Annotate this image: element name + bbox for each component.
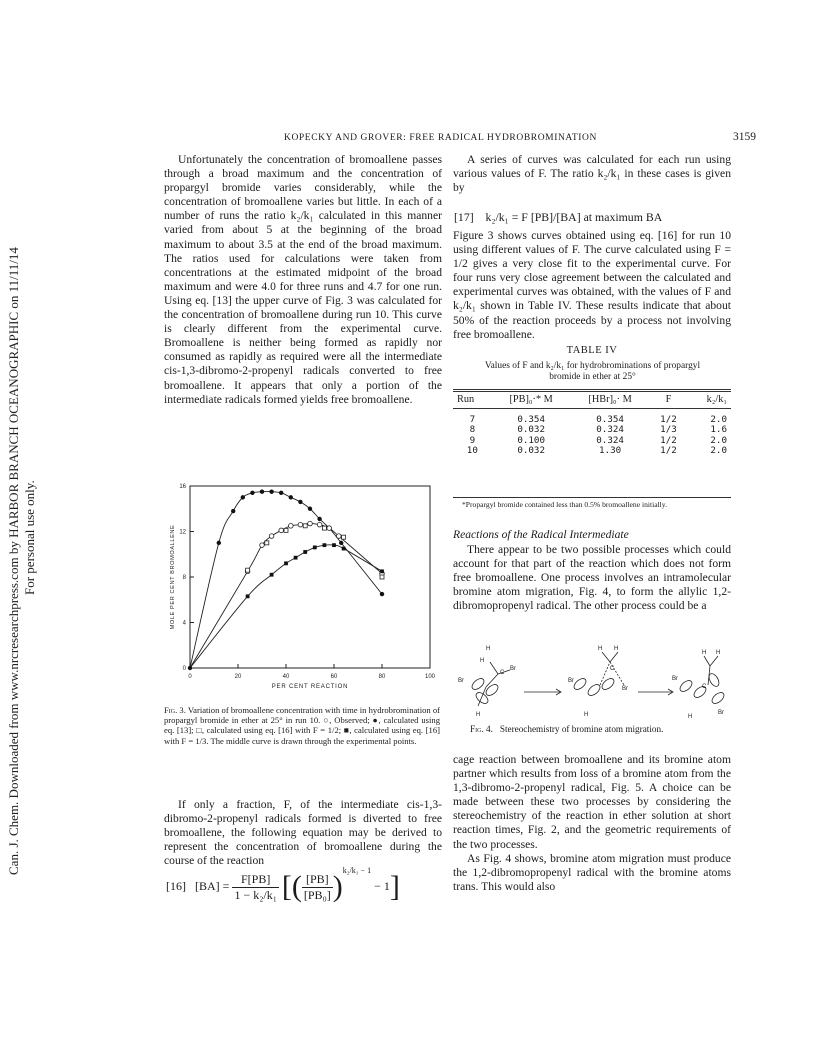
data-point-open-circle (289, 524, 294, 529)
data-point-filled-square (284, 561, 288, 565)
side-download-notice (2, 195, 44, 875)
data-point-filled-square (380, 569, 384, 573)
data-point-filled-circle (241, 495, 245, 499)
bracket-close: ] (389, 870, 400, 903)
equation-16-lhs: [BA] = (195, 878, 230, 893)
left-column (164, 153, 442, 407)
table-cell: 1.6 (710, 424, 727, 435)
table-cell: 9 (469, 434, 476, 446)
equation-16-numerator: F[PB] (232, 872, 278, 888)
atom-label-h: H (584, 712, 589, 718)
table-header-hbr: [HBr]₀· M (571, 393, 650, 409)
equation-16-denominator: 1 − k₂/k₁ (234, 887, 277, 902)
data-point-filled-circle (298, 500, 302, 504)
orbital-lobe (710, 690, 726, 705)
data-point-filled-square (303, 550, 307, 554)
atom-label-h: H (476, 712, 481, 718)
table-cell: 1/2 (660, 434, 677, 446)
data-point-open-circle (317, 522, 322, 527)
data-point-filled-square (342, 547, 346, 551)
atom-label-br: Br (568, 678, 574, 684)
orbital-lobe (484, 682, 500, 697)
equation-16-fraction (232, 872, 278, 903)
y-tick-label: 8 (182, 575, 186, 581)
x-tick-label: 20 (234, 674, 242, 680)
equation-17-body: k₂/k₁ = F [PB]/[BA] at maximum BA (485, 210, 663, 224)
orbital-lobe (572, 676, 588, 691)
data-point-filled-circle (308, 507, 312, 511)
data-point-open-circle (260, 543, 265, 548)
bond (490, 662, 498, 674)
orbital-lobe (474, 690, 490, 705)
data-point-open-circle (308, 521, 313, 526)
table-header-run: Run (453, 393, 492, 409)
figure-3-caption (164, 705, 440, 746)
data-point-filled-circle (339, 541, 343, 545)
atom-label-br: Br (672, 676, 678, 682)
data-point-filled-square (294, 556, 298, 560)
y-tick-label: 16 (179, 484, 186, 490)
data-point-filled-circle (269, 489, 273, 493)
table-4 (453, 393, 731, 457)
atom-label-br: Br (510, 666, 516, 672)
table-cell: 0.324 (596, 424, 624, 435)
atom-label-h: H (480, 658, 485, 664)
table-row (453, 446, 731, 457)
y-axis-label: MOLE PER CENT BROMOALLENE (170, 524, 176, 630)
figure-4-caption-lead: Fig. 4. (470, 724, 493, 734)
data-point-open-circle (269, 534, 274, 539)
right-paragraph-1: A series of curves was calculated for each run using various values of F. The ratio k₂/k₁ in these cases is given by (453, 153, 731, 195)
equation-16-inner-numerator: [PB] (302, 872, 333, 888)
table-cell: 0.354 (596, 413, 624, 425)
running-head: KOPECKY AND GROVER: FREE RADICAL HYDROBROMINATION (284, 133, 597, 143)
data-point-filled-square (313, 546, 317, 550)
x-tick-label: 100 (424, 674, 436, 680)
table-header-ratio: k₂/k₁ (687, 393, 731, 409)
atom-label-h: H (598, 646, 603, 652)
table-cell: 7 (469, 413, 476, 425)
x-tick-label: 40 (282, 674, 290, 680)
data-point-open-square (265, 541, 269, 545)
atom-label-h: H (486, 646, 491, 652)
orbital-lobe (678, 678, 694, 693)
equation-16-exponent: k₂/k₁ − 1 (342, 865, 372, 875)
data-point-origin (188, 666, 192, 670)
atom-label-h: H (702, 650, 707, 656)
data-point-open-square (246, 568, 250, 572)
figure-3 (160, 478, 445, 698)
atom-label-c: C (500, 670, 505, 676)
right-column-bottom (453, 753, 731, 894)
atom-label-h: H (716, 650, 721, 656)
atom-label-br: Br (458, 678, 464, 684)
table-header-row (453, 393, 731, 409)
data-point-open-square (322, 526, 326, 530)
bond (704, 656, 710, 666)
data-point-filled-circle (317, 517, 321, 521)
data-point-open-square (284, 528, 288, 532)
data-point-filled-circle (279, 491, 283, 495)
left-paragraph-2: If only a fraction, F, of the intermediate cis-1,3-dibromo-2-propenyl radicals formed is diverted to free bromoallene, the following equation may be derived to represent the concentration of bromoallene during the course of the reaction (164, 798, 442, 868)
atom-label-br: Br (622, 686, 628, 692)
x-tick-label: 60 (330, 674, 338, 680)
orbital-lobe (600, 676, 616, 691)
table-cell: 8 (469, 424, 476, 435)
y-tick-label: 0 (182, 666, 186, 672)
bracket-open: [( (281, 870, 302, 903)
series-curve (190, 524, 382, 668)
data-point-open-circle (327, 526, 332, 531)
table-cell: 10 (466, 445, 478, 456)
equation-16-label: [16] (166, 878, 186, 893)
data-point-filled-circle (380, 592, 384, 596)
figure-4-caption (470, 724, 730, 734)
side-notice-line1: Can. J. Chem. Downloaded from www.nrcresearchpress.com by HARBOR BRANCH OCEANOGRAPHIC on 11/11/14 (6, 247, 21, 875)
orbital-lobe (586, 682, 602, 697)
data-point-filled-circle (231, 509, 235, 513)
right-column-section (453, 543, 731, 613)
table-row (453, 415, 731, 426)
series-curve (190, 492, 382, 668)
data-point-open-square (342, 535, 346, 539)
table-cell: 0.324 (596, 434, 624, 446)
table-header-f: F (650, 393, 688, 409)
table-cell: 0.354 (517, 413, 545, 425)
table-4-bottom-rule (453, 497, 731, 498)
right-column-top (453, 153, 731, 195)
table-cell: 2.0 (710, 445, 727, 456)
data-point-filled-circle (289, 495, 293, 499)
figure-3-caption-text: Variation of bromoallene concentration with time in hydrobromination of propargyl bromide in ether at 25° in run 10. ○, Observed; ●, calculated using eq. [13]; □, calculated using eq. [16] with F = 1/2; ■, calculated using eq. [16] with F = 1/3. The middle curve is drawn through the experimental points. (164, 705, 440, 746)
data-point-filled-square (246, 594, 250, 598)
y-tick-label: 12 (179, 529, 186, 536)
atom-label-h: H (688, 714, 693, 720)
data-point-open-square (303, 524, 307, 528)
figure-4-caption-text: Stereochemistry of bromine atom migration. (499, 724, 664, 734)
table-header-pb: [PB]₀·* M (492, 393, 571, 409)
data-point-open-circle (298, 522, 303, 527)
page-number: 3159 (733, 131, 756, 143)
atom-label-h: H (614, 646, 619, 652)
data-point-open-circle (337, 534, 342, 539)
table-cell: 1/2 (660, 413, 677, 425)
table-cell: 0.032 (517, 424, 545, 435)
table-cell: 2.0 (710, 434, 727, 446)
table-row (453, 436, 731, 447)
atom-label-c: C (702, 684, 707, 690)
table-cell: 1/3 (660, 424, 677, 435)
x-axis-label: PER CENT REACTION (271, 684, 349, 690)
plot-frame (190, 486, 430, 668)
x-tick-label: 0 (188, 674, 192, 680)
equation-17-label: [17] (454, 210, 474, 224)
right-paragraph-2: Figure 3 shows curves obtained using eq. [16] for run 10 using different values of F. The curve calculated using F = 1/2 gives a very close fit to the experimental curve. For four runs very close agreement between the calculated and experimental curves was obtained, with the values of F and k₂/k₁ shown in Table IV. These results indicate that about 50% of the reaction proceeds by a process not involving free bromoallene. (453, 229, 731, 341)
equation-17 (454, 210, 734, 225)
left-paragraph-1: Unfortunately the concentration of bromoallene passes through a broad maximum and the concentration of propargyl bromide varies considerably, while the concentration of bromoallene varies but little. In each of a number of runs the ratio k₂/k₁ calculated in this manner varied from about 5 at the beginning of the broad maximum to about 3.5 at the end of the broad maximum. The ratios used for calculations were taken from concentrations at the estimated midpoint of the broad maximum and were 4.0 for three runs and 4.7 for one run. Using eq. [13] the upper curve of Fig. 3 was calculated for the concentration of bromoallene during run 10. This curve is clearly different from the experimental curve. Bromoallene is neither being formed as rapidly nor consumed as rapidly as required were all the intermediate cis-1,3-dibromo-2-propenyl radicals converted to free bromoallene. It appears that only a portion of the intermediate radicals formed yields free bromoallene. (164, 153, 442, 406)
table-cell: 1.30 (599, 445, 622, 456)
table-4-top-rule (453, 389, 731, 392)
figure-3-chart (160, 478, 445, 698)
bracket-inner-close: ) (332, 870, 343, 903)
table-cell: 2.0 (710, 413, 727, 425)
bond (710, 656, 718, 666)
side-notice-line2: For personal use only. (22, 480, 37, 595)
data-point-open-circle (279, 528, 284, 533)
atom-label-c: C (610, 666, 615, 672)
figure-3-caption-lead: Fig. 3. (164, 705, 186, 715)
data-point-filled-circle (250, 491, 254, 495)
figure-4-diagram (452, 640, 734, 720)
figure-4 (452, 640, 734, 720)
x-tick-label: 80 (378, 674, 386, 680)
data-point-filled-square (332, 543, 336, 547)
table-4-caption: Values of F and k₂/k₁ for hydrobrominations of propargyl bromide in ether at 25° (484, 361, 701, 382)
table-4-title: TABLE IV (566, 345, 618, 356)
left-column-lower (164, 798, 442, 868)
table-4-footnote: *Propargyl bromide contained less than 0.5% bromoallene initially. (462, 500, 667, 509)
right-column-mid (453, 229, 731, 342)
right-paragraph-3: There appear to be two possible processes which could account for that part of the reaction which does not form free bromoallene. One process involves an intramolecular bromine atom migration, Fig. 4, to form the allylic 1,2-dibromopropenyl radical. The other process could be a (453, 543, 731, 613)
data-point-filled-square (323, 543, 327, 547)
bond (602, 652, 610, 662)
table-cell: 1/2 (660, 445, 677, 456)
orbital-lobe (470, 676, 486, 691)
table-row (453, 425, 731, 436)
table-cell: 0.100 (517, 434, 545, 446)
right-paragraph-4: cage reaction between bromoallene and its bromine atom partner which results from loss of a bromine atom from the 1,3-dibromo-2-propenyl radical, Fig. 5. A choice can be made between these two processes by considering the stereochemistry of the reaction in ether solution at short reaction times, Fig. 2, and the geometric requirements of the two processes. (453, 753, 731, 851)
data-point-filled-circle (217, 541, 221, 545)
equation-16-inner-fraction (302, 872, 333, 903)
y-tick-label: 4 (182, 620, 186, 627)
right-paragraph-5: As Fig. 4 shows, bromine atom migration must produce the 1,2-dibromopropenyl radical with the bromine atoms trans. This would also (453, 851, 731, 893)
bond (610, 652, 618, 662)
atom-label-br: Br (718, 710, 724, 716)
section-heading: Reactions of the Radical Intermediate (453, 528, 629, 541)
data-point-filled-square (270, 573, 274, 577)
equation-16 (166, 865, 446, 904)
equation-16-inner-denominator: [PB₀] (303, 887, 331, 902)
equation-16-tail: − 1 (374, 878, 390, 893)
data-point-filled-circle (260, 489, 264, 493)
data-point-open-square (380, 575, 384, 579)
table-cell: 0.032 (517, 445, 545, 456)
